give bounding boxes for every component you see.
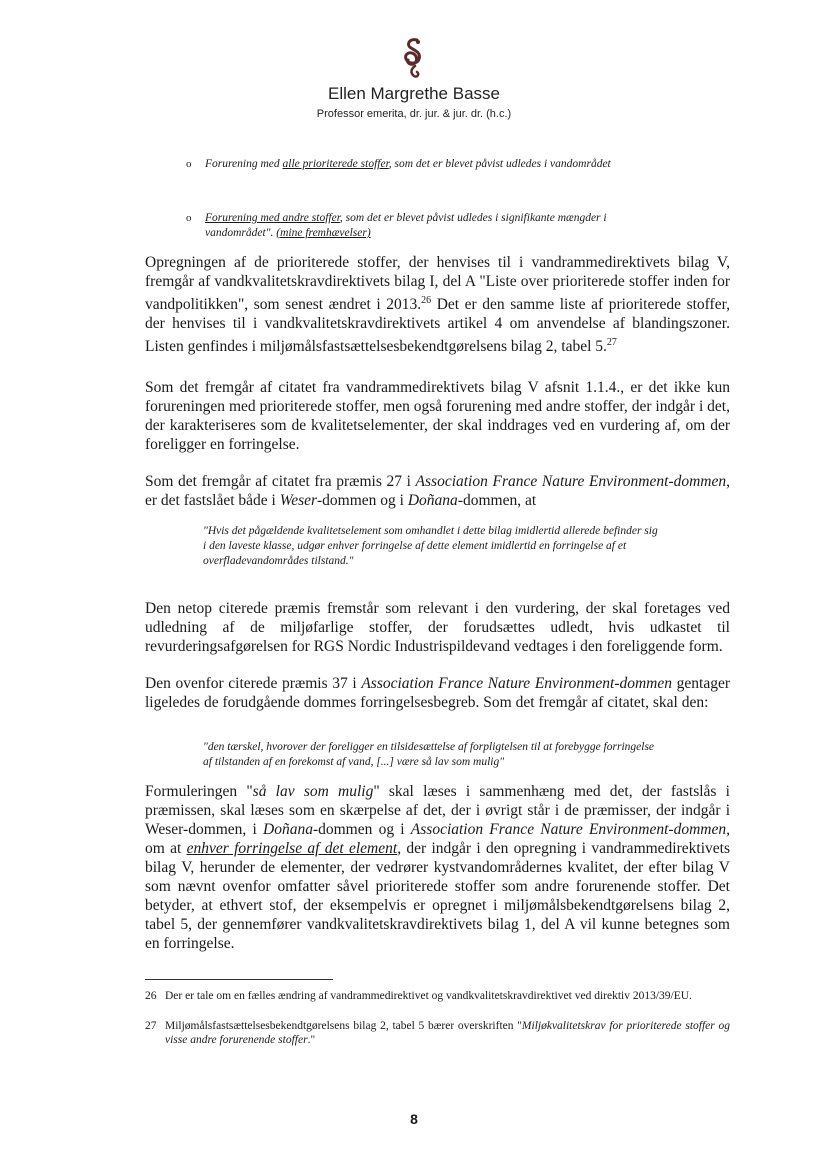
bullet-text: , som det er blevet påvist udledes i vandområdet [388,158,611,170]
author-title: Professor emerita, dr. jur. & jur. dr. (h.c.) [316,108,512,120]
quoted-bullet-item [186,157,675,172]
footnote-number: 26 [145,990,157,1002]
footnote-italic-text: Miljøkvalitetskrav for prioriterede stoffer og visse andre forurenende stoffer [165,1020,730,1046]
block-quote: "Hvis det pågældende kvalitetselement som omhandlet i dette bilag imidlertid allerede befinder sig i den laveste klasse, udgør enhver forringelse af dette element imidlertid en forringelse af et overfladevandområdes tilstand." [203,525,658,567]
footnote [145,989,730,1003]
footnote-separator [145,979,333,980]
footnote: 27 Miljømålsfastsættelsesbekendtgørelsens bilag 2, tabel 5 bærer overskriften "Miljøkvalitetskrav for prioriterede stoffer og visse andre forurenende stoffer." [145,1020,730,1046]
ornamental-s-emblem-icon [397,36,431,80]
block-quote: "den tærskel, hvorover der foreligger en tilsidesættelse af forpligtelsen til at forebygge forringelse af tilstanden af en forekomst af vand, [...] være så lav som mulig" [203,741,655,768]
footnote-number: 27 [145,1020,157,1032]
body-paragraph: Som det fremgår af citatet fra præmis 27 i Association France Nature Environment-dommen, er det fastslået både i Weser-dommen og i Doñana-dommen, at [145,473,730,509]
body-paragraph: Som det fremgår af citatet fra vandrammedirektivets bilag V afsnit 1.1.4., er det ikke kun forureningen med prioriterede stoffer, men også forurening med andre stoffer, der indgår i det, der karakteriseres som de kvalitetselementer, der skal inddrages ved en vurdering af, om der foreligger en forringelse. [145,379,730,453]
bullet-emphasis-note: (mine fremhævelser) [276,227,371,239]
bullet-text: Forurening med [205,158,283,170]
footnote-text: Der er tale om en fælles ændring af vandrammedirektivet og vandkvalitetskravdirektivet ved direktiv 2013/39/EU. [165,990,692,1002]
bullet-text: , som det er blevet påvist udledes i signifikante mængder i vandområdet". [205,212,607,239]
footnote-text: Miljømålsfastsættelsesbekendtgørelsens bilag 2, tabel 5 bærer overskriften " [165,1020,522,1032]
footnote-ref: 27 [606,337,617,349]
body-paragraph: Den ovenfor citerede præmis 37 i Association France Nature Environment-dommen gentager ligeledes de forudgående dommes forringelsesbegreb. Som det fremgår af citatet, skal den: [145,675,730,711]
author-name: Ellen Margrethe Basse [328,84,500,103]
bullet-underlined-text: alle prioriterede stoffer [282,158,389,170]
body-paragraph: Den netop citerede præmis fremstår som relevant i den vurdering, der skal foretages ved udledning af de miljøfarlige stoffer, der forudsættes udledt, hvis udkastet til revurderingsafgørelsen for RGS Nordic Industrispildevand vedtages i den foreliggende form. [145,600,730,655]
footnote-ref: 26 [421,295,432,306]
bullet-marker: o [186,212,192,224]
bullet-marker: o [186,158,192,170]
body-paragraph: Opregningen af de prioriterede stoffer, der henvises til i vandrammedirektivets bilag V, fremgår af vandkvalitetskravdirektivets bilag I, del A "Liste over prioriterede stoffer inden for vandpolitikken", som senest ændret i 2013.26 Det er den samme liste af prioriterede stoffer, der henvises til i vandkvalitetskravdirektivets artikel 4 om anvendelse af blandingszoner. Listen genfindes i miljømålsfastsættelsesbekendtgørelsens bilag 2, tabel 5.27 [145,254,731,356]
page-number: 8 [410,1111,418,1127]
bullet-underlined-text: Forurening med andre stoffer [205,212,340,224]
quoted-bullet-item [186,211,675,241]
body-paragraph: Formuleringen "så lav som mulig" skal læses i sammenhæng med det, der fastslås i præmissen, skal læses som en skærpelse af det, der i øvrigt står i de præmisser, der indgår i Weser-dommen, i Doñana-dommen og i Association France Nature Environment-dommen, om at enhver forringelse af det element, der indgår i den opregning i vandrammedirektivets bilag V, herunder de elementer, der vedrører kystvandområdernes kvalitet, der efter bilag V som nævnt ovenfor omfatter såvel prioriterede stoffer som andre forurenende stoffer. Det betyder, at ethvert stof, der eksempelvis er opregnet i miljømålsbekendtgørelsens bilag 2, tabel 5, der gennemfører vandkvalitetskravdirektivets bilag 1, del A vil kunne betegnes som en forringelse. [145,783,730,952]
letterhead [0,36,828,121]
